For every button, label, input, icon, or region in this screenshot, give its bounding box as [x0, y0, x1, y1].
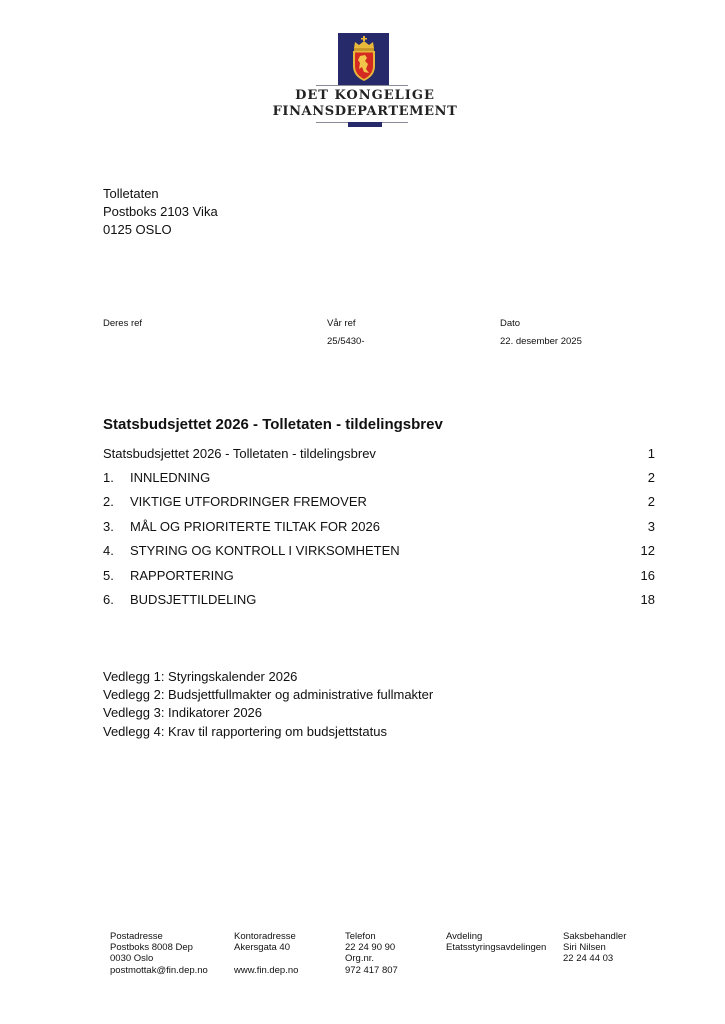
- footer-label: Saksbehandler: [563, 931, 627, 942]
- dato-label: Dato: [500, 318, 521, 329]
- toc-entry[interactable]: [103, 465, 655, 489]
- toc-entry[interactable]: [103, 587, 655, 611]
- toc-entry-number: 6.: [103, 592, 114, 608]
- var-ref-value: 25/5430-: [327, 336, 365, 347]
- toc-entry[interactable]: [103, 563, 655, 587]
- footer-website[interactable]: www.fin.dep.no: [234, 964, 299, 976]
- toc-entry-text: MÅL OG PRIORITERTE TILTAK FOR 2026: [130, 518, 380, 534]
- footer-email[interactable]: postmottak@fin.dep.no: [110, 964, 208, 976]
- dato-value: 22. desember 2025: [500, 336, 582, 347]
- footer-label: Telefon: [345, 931, 376, 942]
- toc-entry-number: 4.: [103, 543, 114, 559]
- logo-divider-top: [316, 85, 408, 86]
- toc-entry[interactable]: [103, 441, 655, 465]
- footer-label: Postadresse: [110, 931, 163, 942]
- toc-entry[interactable]: [103, 514, 655, 538]
- coat-of-arms-icon: [350, 36, 378, 82]
- footer-avdeling: [446, 931, 546, 953]
- toc-entry-number: 1.: [103, 470, 114, 486]
- footer-line: 0030 Oslo: [110, 953, 154, 965]
- toc-entry-text: Statsbudsjettet 2026 - Tolletaten - tildelingsbrev: [103, 445, 376, 461]
- toc-entry-page: 2: [647, 494, 655, 510]
- toc-entry[interactable]: [103, 539, 655, 563]
- footer-saksbehandler: [563, 931, 626, 965]
- footer-line: Etatsstyringsavdelingen: [446, 942, 547, 954]
- footer-line: Postboks 8008 Dep: [110, 942, 193, 954]
- toc-entry-page: 2: [647, 470, 655, 486]
- appendix-item: Vedlegg 4: Krav til rapportering om budsjettstatus: [103, 723, 387, 739]
- toc-entry-text: VIKTIGE UTFORDRINGER FREMOVER: [130, 494, 367, 510]
- var-ref: [327, 318, 365, 347]
- appendix-item: Vedlegg 1: Styringskalender 2026: [103, 669, 298, 684]
- deres-ref-label: Deres ref: [103, 318, 143, 329]
- footer-kontoradresse: [234, 931, 298, 976]
- toc-entry-page: 12: [640, 543, 655, 559]
- toc-entry-number: 3.: [103, 518, 114, 534]
- footer-label: Kontoradresse: [234, 931, 296, 942]
- deres-ref: [103, 318, 142, 336]
- toc-entry-number: 2.: [103, 494, 114, 510]
- table-of-contents: [103, 441, 655, 612]
- footer-telefon: [345, 931, 398, 976]
- logo-text-line2: FINANSDEPARTEMENT: [272, 104, 458, 119]
- footer-line: 972 417 807: [345, 964, 398, 976]
- logo-text-line1: DET KONGELIGE: [295, 88, 435, 103]
- footer-line: 22 24 44 03: [563, 953, 614, 965]
- footer-line: 22 24 90 90: [345, 942, 396, 954]
- toc-entry-text: STYRING OG KONTROLL I VIRKSOMHETEN: [130, 543, 400, 559]
- toc-entry-number: 5.: [103, 567, 114, 583]
- appendix-item: Vedlegg 3: Indikatorer 2026: [103, 705, 263, 721]
- ministry-logo: [270, 30, 460, 130]
- document-title: Statsbudsjettet 2026 - Tolletaten - tildelingsbrev: [103, 416, 443, 433]
- toc-entry-page: 1: [647, 445, 655, 461]
- footer-line: [234, 953, 298, 964]
- toc-entry[interactable]: [103, 490, 655, 514]
- toc-entry-page: 16: [640, 567, 655, 583]
- toc-entry-text: BUDSJETTILDELING: [130, 592, 257, 608]
- footer-line: Akersgata 40: [234, 942, 290, 954]
- footer-label: Avdeling: [446, 931, 483, 942]
- toc-entry-page: 18: [640, 592, 655, 608]
- recipient-address: [103, 185, 218, 239]
- recipient-street: Postboks 2103 Vika: [103, 204, 218, 219]
- dato: [500, 318, 582, 347]
- toc-entry-text: RAPPORTERING: [130, 567, 234, 583]
- recipient-postal: 0125 OSLO: [103, 222, 172, 237]
- footer-postadresse: [110, 931, 208, 976]
- appendix-item: Vedlegg 2: Budsjettfullmakter og administrative fullmakter: [103, 687, 434, 703]
- toc-entry-page: 3: [647, 518, 655, 534]
- var-ref-label: Vår ref: [327, 318, 356, 329]
- footer-line: Org.nr.: [345, 953, 375, 965]
- logo-panel-bottom: [348, 122, 382, 127]
- toc-entry-text: INNLEDNING: [130, 470, 211, 486]
- footer-line: Siri Nilsen: [563, 942, 606, 954]
- recipient-name: Tolletaten: [103, 186, 159, 201]
- appendix-list: [103, 668, 433, 741]
